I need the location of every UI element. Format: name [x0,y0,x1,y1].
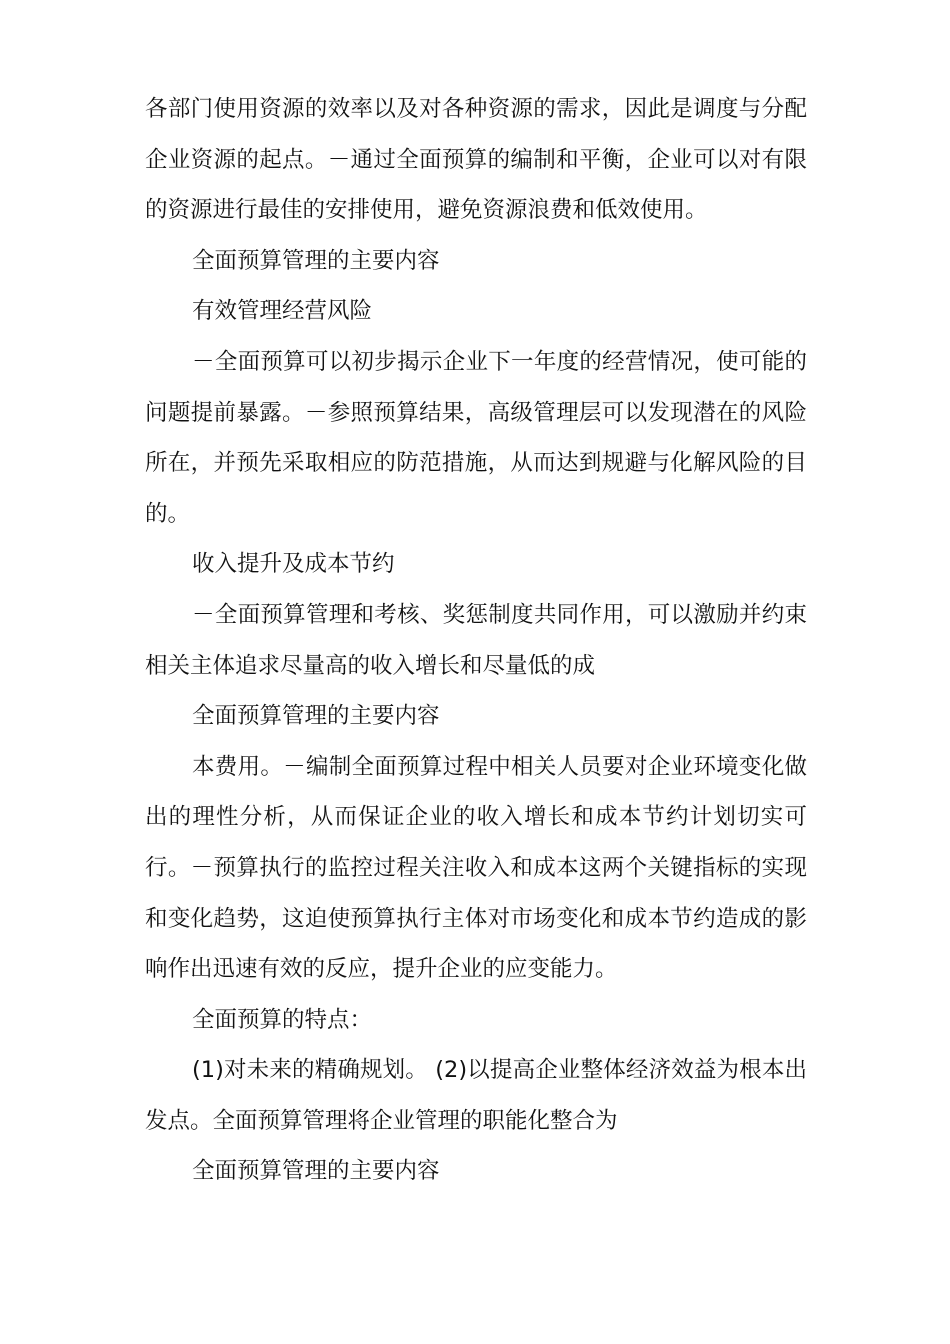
heading-revenue-cost: 收入提升及成本节约 [192,551,395,578]
heading-main-content: 全面预算管理的主要内容 [192,703,440,730]
paragraph-risk-management: －全面预算可以初步揭示企业下一年度的经营情况，使可能的问题提前暴露。－参照预算结果，高级管理层可以发现潜在的风险所在，并预先采取相应的防范措施，从而达到规避与化解风险的目的。 [145,348,807,527]
heading-main-content: 全面预算管理的主要内容 [192,1158,440,1185]
paragraph-revenue-cost: －全面预算管理和考核、奖惩制度共同作用，可以激励并约束相关主体追求尽量高的收入增长和尽量低的成 [145,601,807,679]
paragraph-cost-continued: 本费用。－编制全面预算过程中相关人员要对企业环境变化做出的理性分析，从而保证企业的收入增长和成本节约计划切实可行。－预算执行的监控过程关注收入和成本这两个关键指标的实现和变化趋势，这迫使预算执行主体对市场变化和成本节约造成的影响作出迅速有效的反应，提升企业的应变能力。 [145,753,807,983]
paragraph-budget-features: (1)对未来的精确规划。 (2)以提高企业整体经济效益为根本出发点。全面预算管理将企业管理的职能化整合为 [145,1057,807,1134]
paragraph-resource-allocation: 各部门使用资源的效率以及对各种资源的需求，因此是调度与分配企业资源的起点。－通过全面预算的编制和平衡，企业可以对有限的资源进行最佳的安排使用，避免资源浪费和低效使用。 [145,96,807,224]
document-body [145,84,807,1197]
heading-budget-features: 全面预算的特点： [192,1006,373,1033]
heading-risk-management: 有效管理经营风险 [192,298,373,325]
heading-main-content: 全面预算管理的主要内容 [192,247,440,274]
